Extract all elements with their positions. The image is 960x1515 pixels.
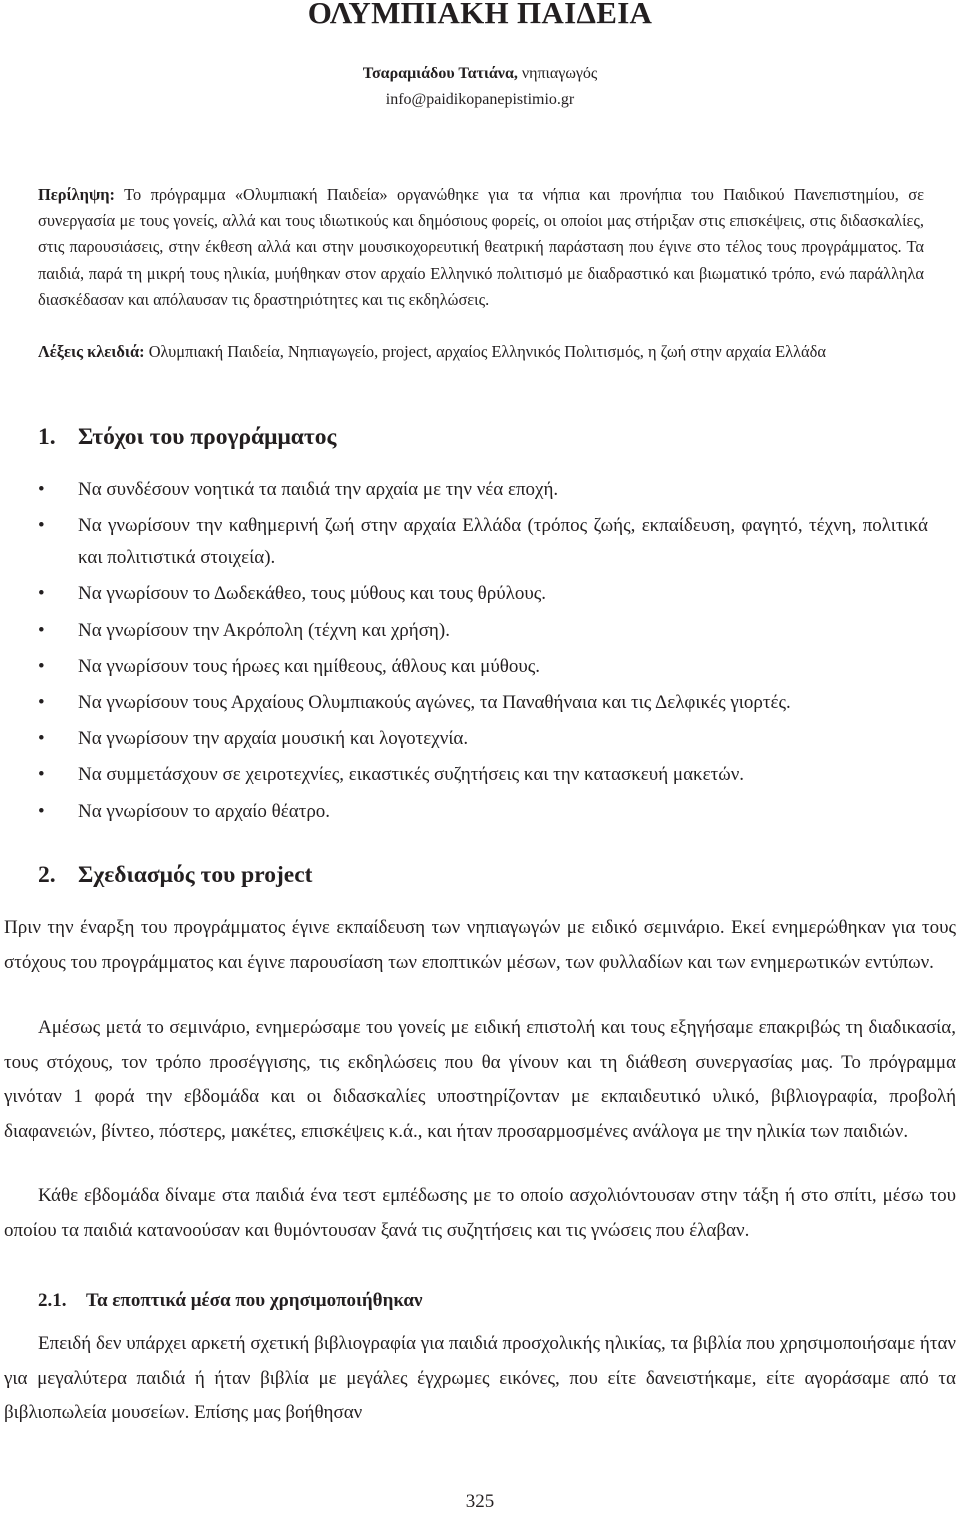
list-item: [38, 687, 928, 719]
section-2-paragraph: Αμέσως μετά το σεμινάριο, ενημερώσαμε του γονείς με ειδική επιστολή και τους εξηγήσαμε επακριβώς τη διαδικασία, τους στόχους, τον τρόπο προσέγγισης, τις εκδηλώσεις που θα γίνουν και τη διάθεση συνεργασίας μας. Το πρόγραμμα γινόταν 1 φορά την εβδομάδα και οι διδασκαλίες υποστηρίζονταν με εκπαιδευτικό υλικό, βιβλιογραφία, προβολή διαφανειών, βίντεο, πόστερς, μακέτες, επισκέψεις κ.ά., και ήταν προσαρμοσμένες ανάλογα με την ηλικία των παιδιών.: [4, 1017, 956, 1142]
bullet-icon: •: [38, 479, 45, 500]
section-1-heading: [38, 420, 336, 454]
list-item: [38, 474, 928, 506]
goal-text: Να γνωρίσουν το Δωδεκάθεο, τους μύθους και τους θρύλους.: [78, 583, 547, 605]
author-role: νηπιαγωγός: [517, 65, 598, 82]
goal-text: Να συνδέσουν νοητικά τα παιδιά την αρχαία με την νέα εποχή.: [78, 479, 559, 500]
bullet-icon: •: [38, 691, 45, 713]
section-2-1-paragraph: Επειδή δεν υπάρχει αρκετή σχετική βιβλιογραφία για παιδιά προσχολικής ηλικίας, τα βιβλία που χρησιμοποιήσαμε ήταν για μεγαλύτερα παιδιά ή ήταν βιβλία με μεγάλες έγχρωμες εικόνες, που είτε δανειστήκαμε, είτε αγοράσαμε από τα βιβλιοπωλεία μουσείων. Επίσης μας βοήθησαν: [4, 1333, 956, 1424]
section-2-title: Σχεδιασμός του project: [78, 862, 313, 888]
keywords-text: Ολυμπιακή Παιδεία, Νηπιαγωγείο, project, αρχαίος Ελληνικός Πολιτισμός, η ζωή στην αρχαία Ελλάδα: [144, 342, 826, 361]
goals-list: [38, 474, 928, 832]
list-item: [38, 578, 928, 610]
abstract-text: Το πρόγραμμα «Ολυμπιακή Παιδεία» οργανώθηκε για τα νήπια και προνήπια του Παιδικού Πανεπιστημίου, σε συνεργασία με τους γονείς, αλλά και τους ιδιωτικούς και δημόσιους φορείς, οι οποίοι μας στήριξαν στις επισκέψεις, στις διδασκαλίες, στις παρουσιάσεις, στην έκθεση αλλά και στην μουσικοχορευτική θεατρική παράσταση που έγινε στο τέλος τους προγράμματος. Τα παιδιά, παρά τη μικρή τους ηλικία, μυήθηκαν στον αρχαίο Ελληνικό πολιτισμό με διαδραστικό και βιωματικό τρόπο, ενώ παράλληλα διασκέδασαν και απόλαυσαν τις δραστηριότητες και τις εκδηλώσεις.: [38, 185, 924, 309]
author-email: info@paidikopanepistimio.gr: [385, 91, 575, 108]
bullet-icon: •: [38, 515, 45, 537]
list-item: [38, 510, 928, 574]
section-2-paragraph: Κάθε εβδομάδα δίναμε στα παιδιά ένα τεστ εμπέδωσης με το οποίο ασχολιόντουσαν στην τάξη ή στο σπίτι, μέσω του οποίου τα παιδιά κατανοούσαν και θυμόντουσαν ξανά τις συζητήσεις και τις γνώσεις που έλαβαν.: [4, 1185, 956, 1241]
author-line: [0, 62, 960, 86]
bullet-icon: •: [38, 619, 45, 641]
goal-text: Να γνωρίσουν τους Αρχαίους Ολυμπιακούς αγώνες, τα Παναθήναια και τις Δελφικές γιορτές.: [78, 691, 791, 713]
section-2-paragraph: Πριν την έναρξη του προγράμματος έγινε εκπαίδευση των νηπιαγωγών με ειδικό σεμινάριο. Εκεί ενημερώθηκαν για τους στόχους του προγράμματος και έγινε παρουσίαση των εποπτικών μέσων, των φυλλαδίων και των ενημερωτικών εντύπων.: [4, 917, 956, 973]
document-title: ΟΛΥΜΠΙΑΚΗ ΠΑΙΔΕΙΑ: [307, 0, 653, 30]
section-2-1-title: Τα εποπτικά μέσα που χρησιμοποιήθηκαν: [86, 1290, 423, 1311]
section-1-number: 1.: [38, 424, 56, 450]
list-item: [38, 723, 928, 755]
keywords-label: Λέξεις κλειδιά:: [38, 342, 145, 361]
bullet-icon: •: [38, 583, 45, 605]
bullet-icon: •: [38, 655, 45, 677]
section-1-title: Στόχοι του προγράμματος: [78, 424, 337, 450]
section-2-1-number: 2.1.: [38, 1290, 67, 1311]
list-item: [38, 796, 928, 828]
goal-text: Να γνωρίσουν την αρχαία μουσική και λογοτεχνία.: [78, 728, 469, 750]
list-item: [38, 651, 928, 683]
list-item: [38, 615, 928, 647]
author-name: Τσαραμιάδου Τατιάνα,: [362, 65, 518, 82]
goal-text: Να γνωρίσουν τους ήρωες και ημίθεους, άθλους και μύθους.: [78, 655, 541, 677]
goal-text: Να γνωρίσουν το αρχαίο θέατρο.: [78, 800, 331, 822]
bullet-icon: •: [38, 800, 45, 822]
section-2-1-heading: [38, 1286, 422, 1316]
list-item: [38, 759, 928, 791]
section-2-heading: [38, 858, 313, 892]
goal-text: Να συμμετάσχουν σε χειροτεχνίες, εικαστικές συζητήσεις και την κατασκευή μακετών.: [78, 764, 745, 786]
bullet-icon: •: [38, 728, 45, 750]
bullet-icon: •: [38, 764, 45, 786]
goal-text: Να γνωρίσουν την καθημερινή ζωή στην αρχαία Ελλάδα (τρόπος ζωής, εκπαίδευση, φαγητό, τέχνη, πολιτικά και πολιτιστικά στοιχεία).: [78, 515, 928, 569]
goal-text: Να γνωρίσουν την Ακρόπολη (τέχνη και χρήση).: [78, 619, 450, 641]
abstract: [38, 182, 924, 313]
keywords: [38, 339, 924, 365]
section-2-number: 2.: [38, 862, 56, 888]
page-number: 325: [465, 1491, 495, 1512]
abstract-label: Περίληψη:: [38, 185, 116, 204]
